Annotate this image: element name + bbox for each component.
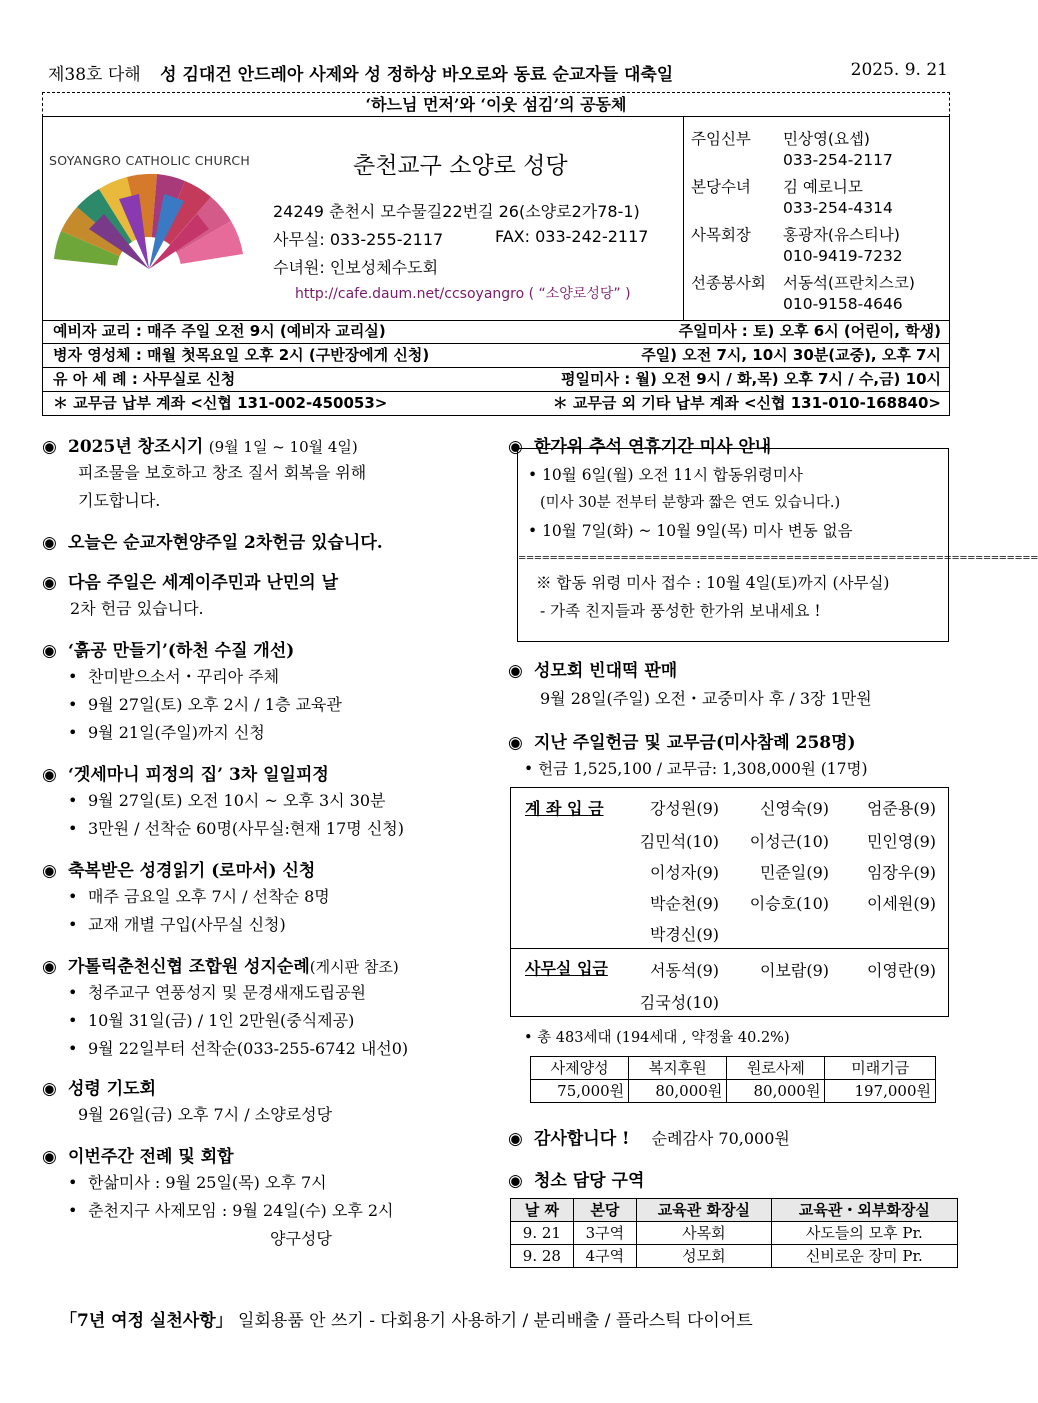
list-item-text: 교재 개별 구입(사무실 신청)	[88, 915, 286, 934]
divider	[511, 948, 948, 949]
staff-name: 홍광자(유스티나)	[783, 226, 900, 244]
footer-practice	[60, 1306, 753, 1331]
donor-name: 서동석(9)	[649, 961, 719, 980]
church-logo-icon	[49, 169, 249, 289]
info-right: 평일미사 : 월) 오전 9시 / 화,목) 오후 7시 / 수,금) 10시	[561, 370, 941, 388]
church-address: 24249 춘천시 모수물길22번길 26(소양로2가78-1)	[273, 202, 640, 221]
staff-name: 서동석(프란치스코)	[783, 274, 915, 292]
table-cell: 3구역	[573, 1222, 636, 1245]
table-row	[511, 1199, 958, 1222]
convent-name: 수녀원: 인보성체수도회	[273, 258, 439, 277]
text-line: 피조물을 보호하고 창조 질서 회복을 위해	[78, 463, 367, 482]
section-bullet-icon: ◉	[508, 661, 523, 681]
section-bullet-icon: ◉	[42, 573, 57, 593]
section-liturgy	[42, 1142, 234, 1167]
table-cell: 사목회	[637, 1222, 772, 1245]
table-cell: 197,000원	[825, 1080, 936, 1103]
list-item: • 9월 22일부터 선착순(033-255-6742 내선0)	[68, 1039, 409, 1058]
section-cleaning	[508, 1166, 644, 1191]
section-creation	[42, 432, 358, 457]
section-title: 지난 주일헌금 및 교무금(미사참례 258명)	[534, 733, 856, 753]
parish-header	[42, 116, 950, 321]
section-title: 다음 주일은 세계이주민과 난민의 날	[68, 573, 339, 593]
list-item: • 3만원 / 선착순 60명(사무실:현재 17명 신청)	[68, 819, 404, 838]
section-bible	[42, 856, 315, 881]
section-migrant	[42, 568, 338, 593]
church-name: 춘천교구 소양로 성당	[353, 153, 568, 179]
staff-name: 민상영(요셉)	[783, 130, 870, 148]
list-item: • 9월 27일(토) 오후 2시 / 1층 교육관	[68, 695, 342, 714]
donor-name: 박순천(9)	[649, 894, 719, 913]
section-subtitle: (게시판 참조)	[309, 958, 399, 976]
issue-number: 제38호 다해	[48, 65, 141, 85]
section-martyr	[42, 528, 383, 553]
section-pilgrimage	[42, 952, 399, 977]
info-row	[43, 368, 949, 392]
section-thanks	[508, 1124, 790, 1149]
section-title: 축복받은 성경읽기 (로마서) 신청	[68, 861, 316, 881]
staff-nun	[691, 175, 863, 197]
table-header: 교육관・외부화장실	[771, 1199, 957, 1222]
donor-name: 박경신(9)	[649, 925, 719, 944]
staff-president	[691, 223, 900, 245]
list-item: • 교재 개별 구입(사무실 신청)	[68, 915, 286, 934]
office-label: 사무실 입금	[525, 959, 608, 978]
info-row	[43, 392, 949, 415]
donor-name: 이성근(10)	[749, 832, 829, 851]
info-left: ＊ 교무금 납부 계좌 <신협 131-002-450053>	[53, 394, 388, 412]
fund-table	[530, 1056, 936, 1103]
text-line: • 10월 6일(월) 오전 11시 합동위령미사	[528, 466, 803, 484]
text-line: - 가족 친지들과 풍성한 한가위 보내세요 !	[540, 602, 821, 620]
table-cell: 성모회	[637, 1245, 772, 1268]
parish-motto: ‘하느님 먼저’와 ‘이웃 섬김’의 공동체	[42, 92, 950, 117]
section-bullet-icon: ◉	[42, 1147, 57, 1167]
list-item: • 춘천지구 사제모임 : 9월 24일(수) 오후 2시	[68, 1201, 394, 1220]
table-row	[511, 1222, 958, 1245]
staff-role: 사목회장	[691, 226, 751, 244]
text-line: (미사 30분 전부터 분향과 짧은 연도 있습니다.)	[540, 495, 841, 511]
section-mudball	[42, 636, 294, 661]
info-left: 유 아 세 례 : 사무실로 신청	[53, 370, 236, 388]
cleaning-table	[510, 1198, 958, 1268]
section-retreat	[42, 760, 329, 785]
info-left: 예비자 교리 : 매주 주일 오전 9시 (예비자 교리실)	[53, 322, 386, 340]
section-title: 이번주간 전례 및 회합	[68, 1147, 234, 1167]
text-line: 9월 26일(금) 오후 7시 / 소양로성당	[78, 1105, 333, 1124]
staff-funeral	[691, 271, 915, 293]
donor-name: 이보람(9)	[759, 961, 829, 980]
donor-name: 엄준용(9)	[866, 799, 936, 818]
section-title: 성령 기도회	[68, 1079, 157, 1099]
text-line: 기도합니다.	[78, 491, 161, 510]
list-item-text: 10월 31일(금) / 1인 2만원(중식제공)	[88, 1011, 355, 1030]
parish-info-box	[43, 117, 684, 320]
table-header: 교육관 화장실	[637, 1199, 772, 1222]
logo-text: SOYANGRO CATHOLIC CHURCH	[49, 153, 251, 168]
hangawi-box	[517, 448, 1038, 642]
donor-name: 이승호(10)	[749, 894, 829, 913]
section-title: ‘흙공 만들기’(하천 수질 개선)	[68, 641, 295, 661]
list-item: • 매주 금요일 오후 7시 / 선착순 8명	[68, 887, 330, 906]
list-item-text: 3만원 / 선착순 60명(사무실:현재 17명 신청)	[88, 819, 404, 838]
section-title: 한가위 추석 연휴기간 미사 안내	[534, 437, 772, 457]
list-item-text: 한삶미사 : 9월 25일(목) 오후 7시	[88, 1173, 327, 1192]
staff-phone: 010-9419-7232	[783, 247, 903, 265]
section-bullet-icon: ◉	[42, 533, 57, 553]
table-cell: 9. 21	[511, 1222, 574, 1245]
text-line: 9월 28일(주일) 오전・교중미사 후 / 3장 1만원	[540, 689, 872, 708]
staff-role: 선종봉사회	[691, 274, 766, 292]
account-label: 계 좌 입 금	[525, 799, 604, 818]
cafe-link[interactable]: http://cafe.daum.net/ccsoyangro ( “소양로성당” )	[295, 286, 631, 302]
table-header: 사제양성	[531, 1057, 629, 1080]
thanks-text: 순례감사 70,000원	[651, 1129, 790, 1148]
table-cell: 75,000원	[531, 1080, 629, 1103]
schedule-info	[42, 320, 950, 416]
list-item-text: 9월 27일(토) 오후 2시 / 1층 교육관	[88, 695, 342, 714]
footer-text: 일회용품 안 쓰기 - 다회용기 사용하기 / 분리배출 / 플라스틱 다이어트	[238, 1311, 753, 1331]
section-bullet-icon: ◉	[508, 1171, 523, 1191]
list-item-text: 매주 금요일 오후 7시 / 선착순 8명	[88, 887, 330, 906]
text-line: ※ 합동 위령 미사 접수 : 10월 4일(토)까지 (사무실)	[536, 574, 890, 592]
list-item: • 10월 31일(금) / 1인 2만원(중식제공)	[68, 1011, 355, 1030]
list-item: • 찬미받으소서・꾸리아 주체	[68, 667, 280, 686]
section-subtitle: (9월 1일 ~ 10월 4일)	[208, 438, 358, 456]
section-title: 청소 담당 구역	[534, 1171, 645, 1191]
donor-name: 김민석(10)	[639, 832, 719, 851]
table-cell: 80,000원	[629, 1080, 727, 1103]
staff-name: 김 예로니모	[783, 178, 863, 196]
table-cell: 4구역	[573, 1245, 636, 1268]
staff-pastor	[691, 127, 870, 149]
info-left: 병자 영성체 : 매월 첫목요일 오후 2시 (구반장에게 신청)	[53, 346, 430, 364]
donor-name: 민인영(9)	[866, 832, 936, 851]
section-bullet-icon: ◉	[508, 733, 523, 753]
section-bullet-icon: ◉	[42, 641, 57, 661]
list-item-text: 9월 22일부터 선착순(033-255-6742 내선0)	[88, 1039, 409, 1058]
issue-date: 2025. 9. 21	[850, 60, 948, 80]
list-item-text: 찬미받으소서・꾸리아 주체	[88, 667, 280, 686]
table-header: 원로사제	[727, 1057, 825, 1080]
table-cell: 80,000원	[727, 1080, 825, 1103]
donor-box	[510, 787, 949, 1017]
table-header: 복지후원	[629, 1057, 727, 1080]
section-bullet-icon: ◉	[42, 1079, 57, 1099]
staff-phone: 033-254-4314	[783, 199, 893, 217]
footer-label: 「7년 여정 실천사항」	[60, 1311, 233, 1331]
section-pancake	[508, 656, 677, 681]
section-bullet-icon: ◉	[42, 957, 57, 977]
donor-name: 신영숙(9)	[759, 799, 829, 818]
text-line: • 10월 7일(화) ~ 10월 9일(목) 미사 변동 없음	[528, 522, 853, 540]
list-item: • 한삶미사 : 9월 25일(목) 오후 7시	[68, 1173, 327, 1192]
section-prayer	[42, 1074, 156, 1099]
table-cell: 9. 28	[511, 1245, 574, 1268]
table-row	[531, 1080, 936, 1103]
donor-name: 이성자(9)	[649, 863, 719, 882]
text-line: • 총 483세대 (194세대 , 약정율 40.2%)	[524, 1030, 790, 1046]
table-header: 미래기금	[825, 1057, 936, 1080]
donor-name: 김국성(10)	[639, 993, 719, 1012]
section-title: 2025년 창조시기	[68, 437, 204, 457]
issue-header	[48, 60, 948, 85]
list-item: • 9월 21일(주일)까지 신청	[68, 723, 265, 742]
office-phone: 사무실: 033-255-2117	[273, 230, 444, 249]
section-bullet-icon: ◉	[42, 861, 57, 881]
info-right: 주일) 오전 7시, 10시 30분(교중), 오후 7시	[641, 346, 941, 364]
donor-name: 강성원(9)	[649, 799, 719, 818]
section-title: 감사합니다 !	[534, 1129, 630, 1149]
text-line: 2차 헌금 있습니다.	[70, 599, 204, 618]
list-item-text: 춘천지구 사제모임 : 9월 24일(수) 오후 2시	[88, 1201, 394, 1220]
info-right: 주일미사 : 토) 오후 6시 (어린이, 학생)	[678, 322, 941, 340]
staff-phone: 010-9158-4646	[783, 295, 903, 313]
list-item-text: 청주교구 연풍성지 및 문경새재도립공원	[88, 983, 367, 1002]
section-bullet-icon: ◉	[42, 437, 57, 457]
staff-role: 주임신부	[691, 130, 751, 148]
staff-phone: 033-254-2117	[783, 151, 893, 169]
staff-role: 본당수녀	[691, 178, 751, 196]
donor-name: 이세원(9)	[866, 894, 936, 913]
section-bullet-icon: ◉	[508, 1129, 523, 1149]
section-bullet-icon: ◉	[508, 437, 523, 457]
divider: ==================================================================	[518, 553, 1038, 564]
section-offering	[508, 728, 856, 753]
list-item-text: 9월 27일(토) 오전 10시 ~ 오후 3시 30분	[88, 791, 386, 810]
donor-name: 민준일(9)	[759, 863, 829, 882]
list-item: • 청주교구 연풍성지 및 문경새재도립공원	[68, 983, 367, 1002]
text-line: 양구성당	[270, 1229, 332, 1248]
table-row	[531, 1057, 936, 1080]
table-header: 본당	[573, 1199, 636, 1222]
section-title: 성모회 빈대떡 판매	[534, 661, 678, 681]
table-header: 날 짜	[511, 1199, 574, 1222]
table-cell: 사도들의 모후 Pr.	[771, 1222, 957, 1245]
fax-number: FAX: 033-242-2117	[495, 227, 649, 246]
info-right: ＊ 교무금 외 기타 납부 계좌 <신협 131-010-168840>	[552, 394, 941, 412]
section-bullet-icon: ◉	[42, 765, 57, 785]
table-cell: 신비로운 장미 Pr.	[771, 1245, 957, 1268]
info-row	[43, 344, 949, 368]
list-item: • 9월 27일(토) 오전 10시 ~ 오후 3시 30분	[68, 791, 386, 810]
section-title: 오늘은 순교자현양주일 2차헌금 있습니다.	[68, 533, 383, 553]
text-line: • 헌금 1,525,100 / 교무금: 1,308,000원 (17명)	[524, 760, 868, 778]
list-item-text: 9월 21일(주일)까지 신청	[88, 723, 265, 742]
section-title: ‘겟세마니 피정의 집’ 3차 일일피정	[68, 765, 329, 785]
table-row	[511, 1245, 958, 1268]
feast-title: 성 김대건 안드레아 사제와 성 정하상 바오로와 동료 순교자들 대축일	[160, 65, 674, 85]
info-row	[43, 320, 949, 344]
section-title: 가톨릭춘천신협 조합원 성지순례	[68, 957, 310, 977]
donor-name: 이영란(9)	[866, 961, 936, 980]
donor-name: 임장우(9)	[866, 863, 936, 882]
